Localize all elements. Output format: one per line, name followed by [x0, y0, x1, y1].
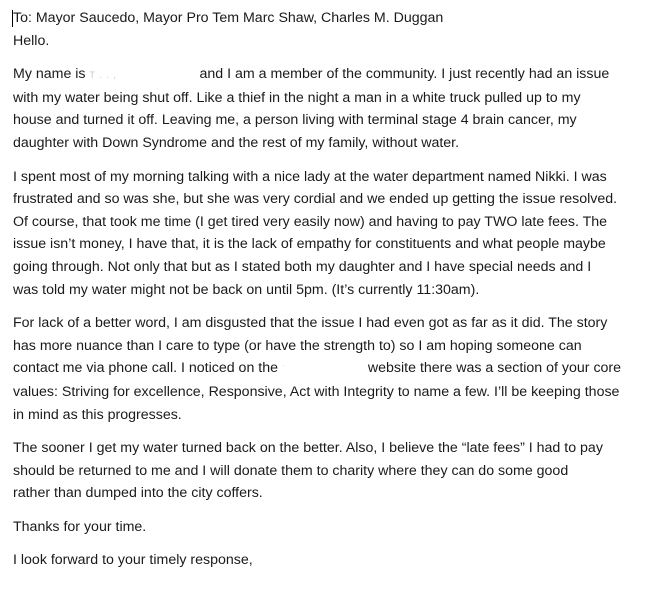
recipient-line[interactable]	[13, 7, 641, 30]
paragraph-line: issue isn’t money, I have that, it is the lack of empathy for constituents and what people maybe	[13, 236, 606, 253]
complaint-line-3a: contact me via phone call. I noticed on the	[13, 360, 278, 377]
paragraph-line: going through. Not only that but as I stated both my daughter and I have special needs and I	[13, 258, 592, 275]
intro-lead-text: My name is	[13, 66, 86, 83]
intro-line-1: and I am a member of the community. I just recently had an issue	[199, 66, 610, 83]
paragraph-water-department	[13, 166, 641, 302]
redacted-name: T . . ,	[89, 70, 117, 81]
paragraph-introduction	[13, 63, 641, 154]
paragraph-line	[13, 357, 641, 381]
paragraph-line: values: Striving for excellence, Responsive, Act with Integrity to name a few. I’ll be keeping those	[13, 383, 620, 400]
paragraph-line: in mind as this progresses.	[13, 406, 182, 423]
greeting: Hello.	[13, 32, 50, 49]
paragraph-line: was told my water might not be back on until 5pm. (It’s currently 11:30am).	[13, 281, 480, 298]
closing-line: I look forward to your timely response,	[13, 552, 253, 569]
recipient-text: To: Mayor Saucedo, Mayor Pro Tem Marc Shaw, Charles M. Duggan	[13, 10, 444, 26]
thanks-line: Thanks for your time.	[13, 518, 147, 535]
paragraph-line	[13, 63, 641, 87]
paragraph-line: should be returned to me and I will donate them to charity where they can do some good	[13, 462, 569, 479]
paragraph-line: has more nuance than I care to type (or have the strength to) so I am hoping someone can	[13, 337, 582, 354]
redacted-city-name: ˙	[281, 364, 286, 375]
paragraph-line: rather than dumped into the city coffers.	[13, 485, 263, 502]
document-body	[13, 0, 641, 572]
paragraph-line: I spent most of my morning talking with a nice lady at the water department named Nikki. I was	[13, 168, 607, 185]
paragraph-line: with my water being shut off. Like a thief in the night a man in a white truck pulled up to my	[13, 89, 581, 106]
paragraph-line: Of course, that took me time (I get tired very easily now) and having to pay TWO late fees. The	[13, 213, 608, 230]
paragraph-line: The sooner I get my water turned back on the better. Also, I believe the “late fees” I had to pay	[13, 440, 603, 457]
paragraph-request	[13, 437, 641, 505]
paragraph-line: For lack of a better word, I am disgusted that the issue I had even got as far as it did. The story	[13, 315, 608, 332]
paragraph-line: frustrated and so was she, but she was very cordial and we ended up getting the issue resolved.	[13, 191, 618, 208]
paragraph-line: daughter with Down Syndrome and the rest of my family, without water.	[13, 134, 460, 151]
text-cursor	[12, 10, 13, 27]
paragraph-line: house and turned it off. Leaving me, a person living with terminal stage 4 brain cancer, my	[13, 112, 577, 129]
complaint-line-3b: website there was a section of your core	[367, 360, 622, 377]
paragraph-complaint	[13, 312, 641, 426]
